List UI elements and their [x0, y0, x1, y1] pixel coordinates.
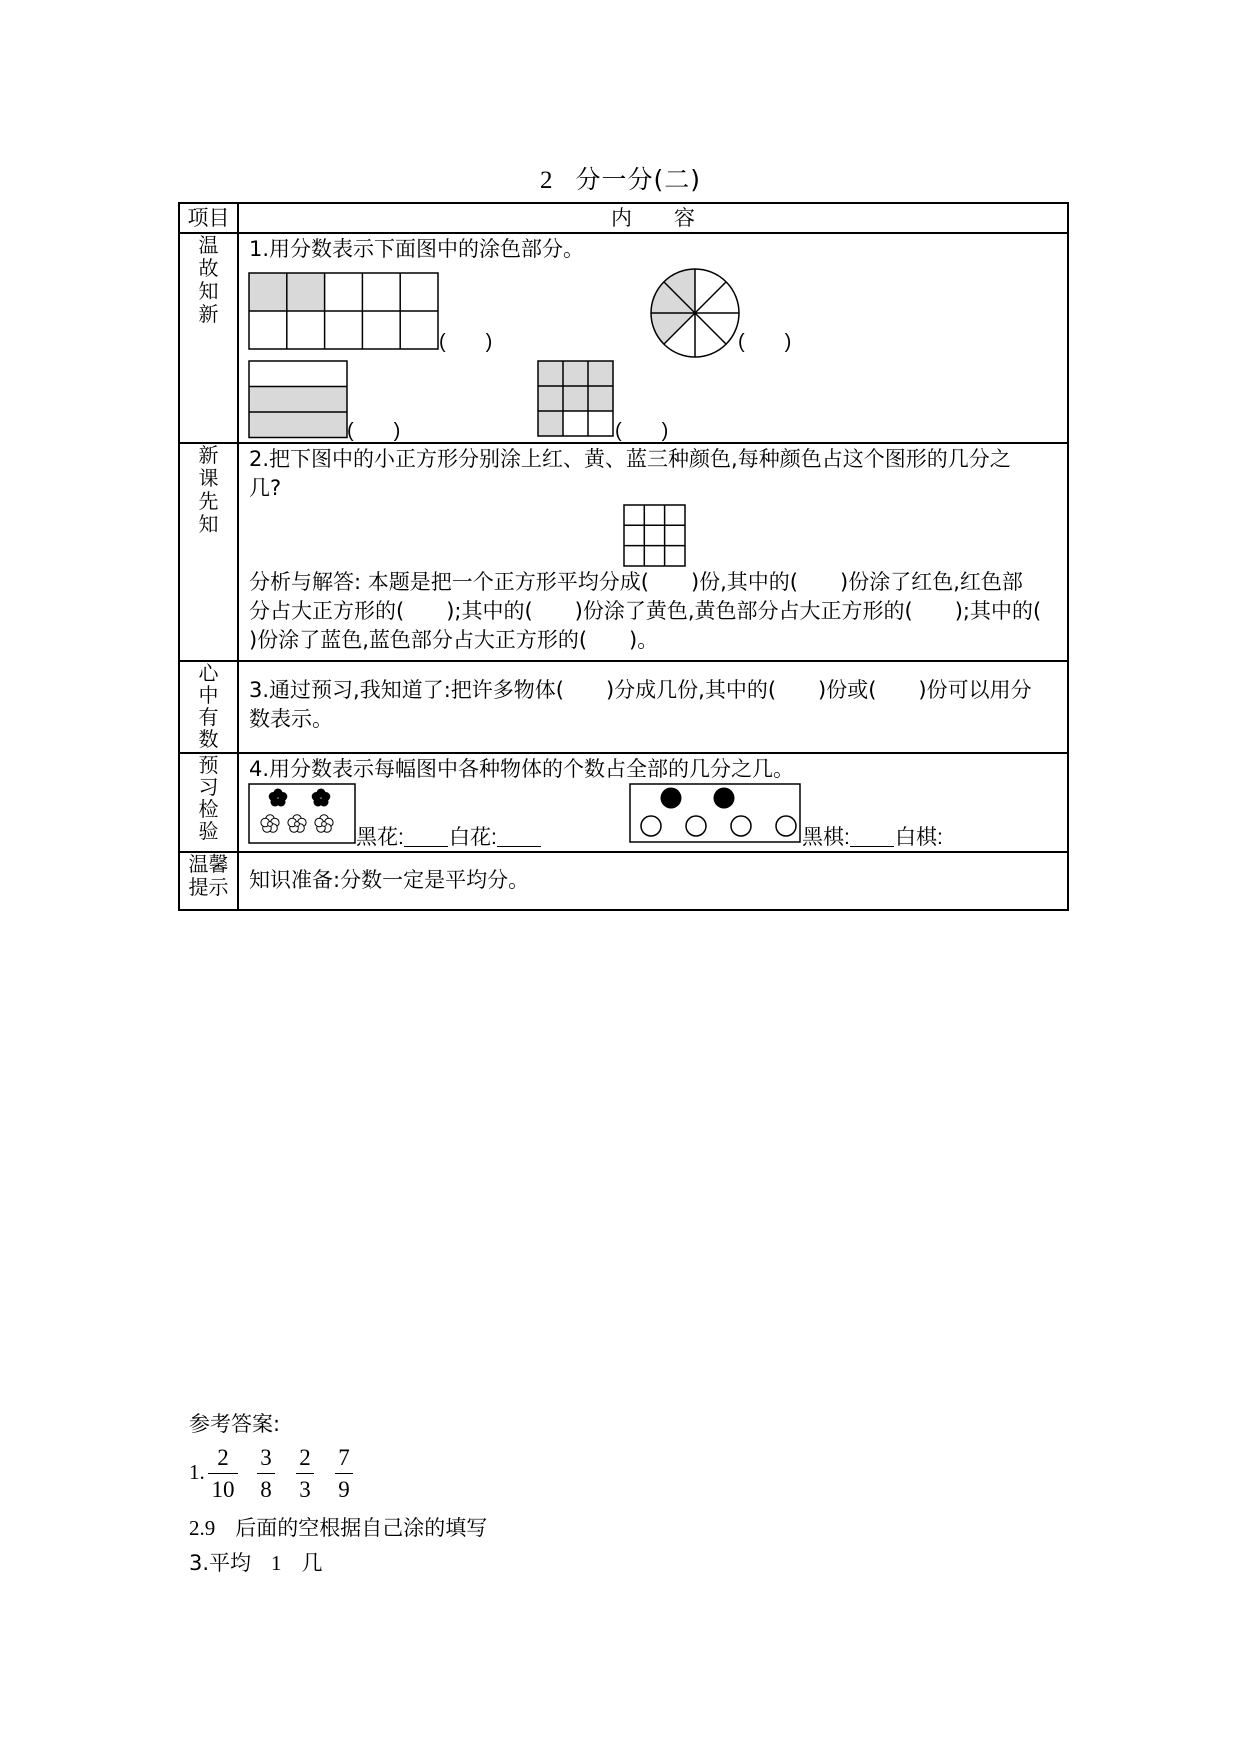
section-tips: [179, 852, 1068, 910]
shaded-cell: [287, 273, 325, 311]
q1-blank-c[interactable]: ( ): [347, 420, 401, 442]
header-content: 内 容: [238, 203, 1068, 233]
tip-text: 知识准备:分数一定是平均分。: [249, 868, 530, 892]
answer-1-fraction: 2 10: [208, 1444, 238, 1504]
worksheet-table: [178, 202, 1069, 911]
q2-grid-figure: [623, 504, 687, 568]
section-label: 心中有数: [198, 661, 219, 751]
answer-3: 3.平均 1 几: [189, 1551, 323, 1575]
answer-1-fraction: 2 3: [296, 1444, 314, 1504]
header-item: 项目: [179, 203, 238, 233]
section-label: 新课先知: [198, 443, 219, 536]
black-chess-blank[interactable]: [850, 846, 894, 847]
white-flower-label: 白花:: [449, 826, 497, 849]
q3-cell: [238, 661, 1068, 753]
tip-cell: [238, 852, 1068, 910]
section-label: 温馨提示: [188, 852, 229, 899]
q2-analysis-line3: )份涂了蓝色,蓝色部分占大正方形的( )。: [249, 628, 659, 652]
section-understanding: [179, 661, 1068, 753]
q1-cell: [238, 233, 1068, 443]
section-review: [179, 233, 1068, 443]
section-label: 温故知新: [198, 233, 219, 326]
answer-1-fraction: 3 8: [257, 1444, 275, 1504]
q1-rect-figure: [248, 272, 441, 350]
white-flower-icon: [261, 815, 279, 833]
q2-line1: 2.把下图中的小正方形分别涂上红、黄、蓝三种颜色,每种颜色占这个图形的几分之: [249, 447, 1011, 471]
white-chess-piece: [641, 816, 661, 836]
answer-1-prefix: 1.: [189, 1460, 205, 1484]
answer-1-fraction: 7 9: [335, 1444, 353, 1504]
white-chess-piece: [731, 816, 751, 836]
q1-blank-d[interactable]: ( ): [615, 420, 669, 442]
q4-flowers-figure: [248, 783, 358, 845]
white-flower-icon: [315, 815, 333, 833]
black-flower-icon: [269, 789, 288, 807]
black-flower-blank[interactable]: [404, 846, 448, 847]
q1-blank-b[interactable]: ( ): [738, 331, 792, 353]
q3-line1: 3.通过预习,我知道了:把许多物体( )分成几份,其中的( )份或( )份可以用分: [249, 678, 1032, 702]
q1-blank-a[interactable]: ( ): [439, 331, 493, 353]
section-check: [179, 753, 1068, 852]
page-title: [0, 160, 1241, 196]
black-flower-icon: [312, 789, 331, 807]
title-number: 2: [539, 167, 554, 194]
q4-text: 4.用分数表示每幅图中各种物体的个数占全部的几分之几。: [249, 757, 795, 781]
section-preview: [179, 443, 1068, 661]
q1-circle-figure: [649, 267, 741, 359]
white-flower-icon: [288, 815, 306, 833]
q2-line2: 几?: [249, 476, 282, 500]
q2-cell: [238, 443, 1068, 661]
answer-2: 2.9 后面的空根据自己涂的填写: [189, 1516, 488, 1540]
q1-grid-figure: [537, 360, 615, 438]
white-flower-blank[interactable]: [497, 846, 541, 847]
shaded-cell: [249, 273, 287, 311]
q1-bars-figure: [248, 360, 349, 439]
black-chess-piece: [714, 788, 735, 809]
white-chess-piece: [686, 816, 706, 836]
q2-analysis-line2: 分占大正方形的( );其中的( )份涂了黄色,黄色部分占大正方形的( );其中的(: [249, 599, 1042, 623]
title-text: 分一分(二): [575, 165, 701, 194]
q2-analysis-line1: 分析与解答: 本题是把一个正方形平均分成( )份,其中的( )份涂了红色,红色部: [249, 570, 1023, 594]
section-label: 预习检验: [198, 753, 219, 843]
white-chess-piece: [776, 816, 796, 836]
answers-heading: 参考答案:: [189, 1412, 281, 1436]
black-chess-label: 黑棋:: [802, 826, 850, 849]
black-flower-label: 黑花:: [356, 826, 404, 849]
black-chess-piece: [661, 788, 682, 809]
white-chess-label: 白棋:: [895, 826, 943, 849]
q4-cell: [238, 753, 1068, 852]
q4-chess-figure: [629, 783, 803, 845]
header-row: [179, 203, 1068, 233]
q1-text: 1.用分数表示下面图中的涂色部分。: [249, 237, 585, 261]
q3-line2: 数表示。: [249, 707, 333, 731]
